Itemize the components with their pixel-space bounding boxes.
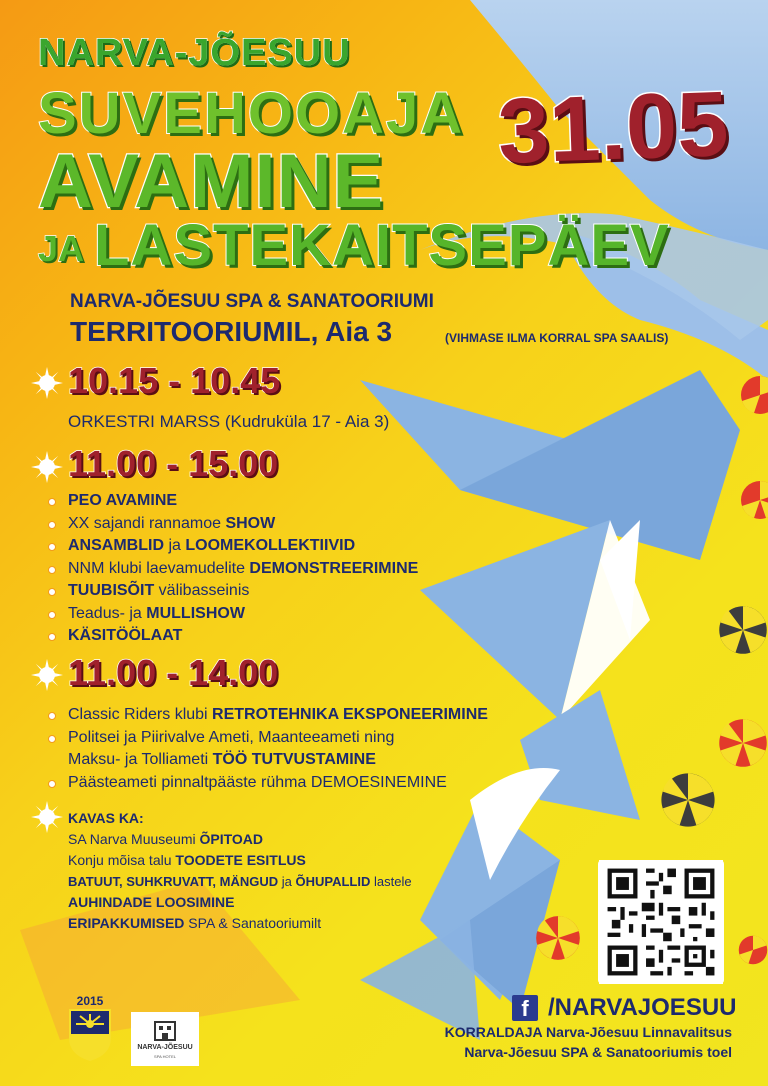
crest-year: 2015 [76,994,104,1008]
spa-logo-text: NARVA-JÕESUU [137,1044,193,1051]
sunburst-icon [30,800,64,834]
also-line: BATUUT, SUHKRUVATT, MÄNGUD ja ÕHUPALLID lastele [68,874,412,889]
beach-umbrella-icon [738,930,768,970]
block1-description [68,412,389,432]
qr-code-icon [598,860,724,984]
beach-umbrella-icon [660,772,716,828]
also-line: Konju mõisa talu TOODETE ESITLUS [68,852,306,868]
facebook-handle[interactable]: /NARVAJOESUU [548,994,737,1021]
title-town: NARVA-JÕESUU [38,32,351,74]
beach-umbrella-icon [718,605,768,655]
organizer-line-2: Narva-Jõesuu SPA & Sanatooriumis toel [464,1044,732,1060]
venue-line-1: NARVA-JÕESUU SPA & SANATOORIUMI [70,291,434,312]
list-item: Päästeameti pinnaltpääste rühma DEMOESINEMINE [48,772,488,795]
block2-list [48,490,418,648]
venue-rain-note: (VIHMASE ILMA KORRAL SPA SAALIS) [445,331,669,345]
beach-umbrella-icon [740,480,768,520]
also-line: ERIPAKKUMISED SPA & Sanatooriumilt [68,915,322,931]
sunburst-icon [30,450,64,484]
block3-list [48,704,488,794]
also-on-program [68,808,412,934]
also-title: KAVAS KA: [68,810,144,826]
time-slot-2: 11.00 - 15.00 [68,443,279,484]
list-item: Teadus- ja MULLISHOW [48,603,418,626]
spa-hotel-logo [131,1012,199,1066]
title-and: JA [38,228,85,269]
also-line: AUHINDADE LOOSIMINE [68,894,235,910]
hotel-building-icon [153,1018,177,1042]
event-date: 31.05 [496,73,730,183]
sunburst-icon [30,366,64,400]
coat-of-arms-icon [68,1008,112,1062]
beach-umbrella-icon [718,718,768,768]
orchestra-march: ORKESTRI MARSS [68,412,221,431]
list-item: PEO AVAMINE [48,490,418,513]
spa-logo-sub: SPA HOTEL [154,1054,176,1059]
list-item: ANSAMBLID ja LOOMEKOLLEKTIIVID [48,535,418,558]
orchestra-route: (Kudruküla 17 - Aia 3) [220,412,390,431]
title-season: SUVEHOOAJA [38,81,465,146]
organizer-line-1: KORRALDAJA Narva-Jõesuu Linnavalitsus [444,1024,732,1040]
qr-code[interactable] [598,860,724,984]
sunburst-icon [30,658,64,692]
also-line: SA Narva Muuseumi ÕPITOAD [68,831,264,847]
list-item: NNM klubi laevamudelite DEMONSTREERIMINE [48,558,418,581]
time-slot-3: 11.00 - 14.00 [68,652,279,693]
beach-umbrella-icon [535,915,581,961]
list-item: TUUBISÕIT välibasseinis [48,580,418,603]
venue-line-2: TERRITOORIUMIL, Aia 3 [70,316,393,347]
time-slot-1: 10.15 - 10.45 [68,360,281,401]
beach-umbrella-icon [740,375,768,415]
title-opening: AVAMINE [38,139,385,224]
list-item: KÄSITÖÖLAAT [48,625,418,648]
list-item: Politsei ja Piirivalve Ameti, Maanteeameti ning [48,727,488,750]
town-crest-logo [64,994,116,1062]
list-item: Classic Riders klubi RETROTEHNIKA EKSPONEERIMINE [48,704,488,727]
list-item: Maksu- ja Tolliameti TÖÖ TUTVUSTAMINE [68,751,376,768]
list-item: XX sajandi rannamoe SHOW [48,513,418,536]
facebook-icon: f [512,995,538,1021]
title-childrens-day: LASTEKAITSEPÄEV [94,213,670,278]
